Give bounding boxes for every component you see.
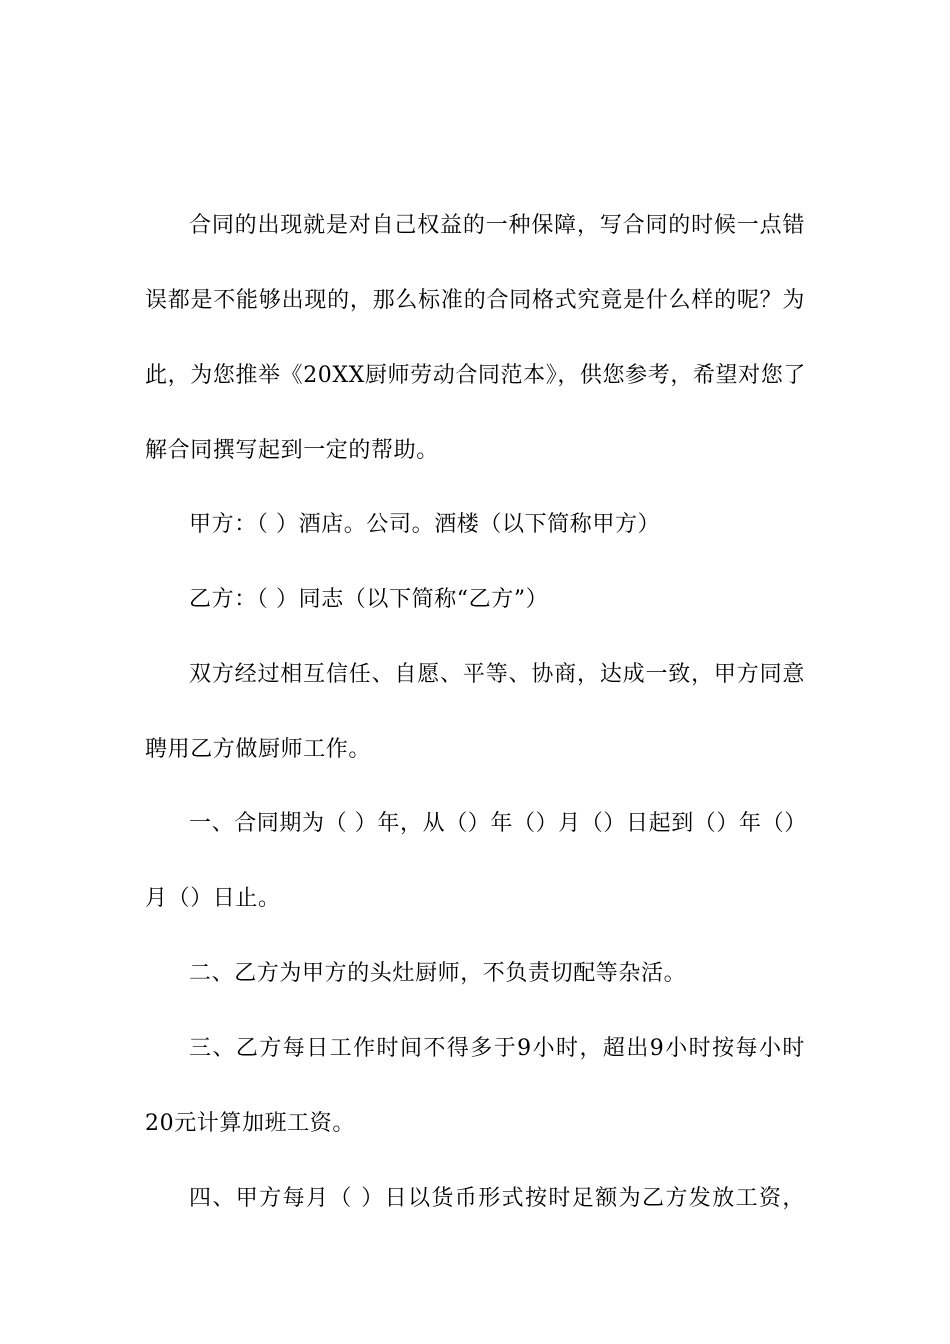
clause-3-line-2: 20元计算加班工资。 bbox=[145, 1111, 355, 1136]
clause-4-line-1: 四、甲方每月（ ）日以货币形式按时足额为乙方发放工资， bbox=[189, 1186, 805, 1211]
clause-2-line: 二、乙方为甲方的头灶厨师，不负责切配等杂活。 bbox=[189, 961, 687, 986]
clause-1-line-2: 月（）日止。 bbox=[145, 886, 281, 911]
clause-3-line-1: 三、乙方每日工作时间不得多于9小时，超出9小时按每小时 bbox=[189, 1036, 805, 1061]
intro-line-1: 合同的出现就是对自己权益的一种保障，写合同的时候一点错 bbox=[189, 213, 805, 238]
intro-line-3: 此，为您推举《20XX厨师劳动合同范本》，供您参考，希望对您了 bbox=[145, 363, 806, 388]
party-b-line: 乙方：（ ）同志（以下简称“乙方”） bbox=[189, 587, 549, 612]
intro-line-4: 解合同撰写起到一定的帮助。 bbox=[145, 438, 439, 463]
clause-1-line-1: 一、合同期为（ ）年，从（）年（）月（）日起到（）年（） bbox=[189, 811, 807, 836]
agreement-line-1: 双方经过相互信任、自愿、平等、协商，达成一致，甲方同意 bbox=[189, 662, 805, 687]
party-a-line: 甲方：（ ）酒店。公司。酒楼（以下简称甲方） bbox=[189, 512, 661, 537]
intro-line-2: 误都是不能够出现的，那么标准的合同格式究竟是什么样的呢？为 bbox=[145, 288, 805, 313]
agreement-line-2: 聘用乙方做厨师工作。 bbox=[145, 737, 372, 762]
